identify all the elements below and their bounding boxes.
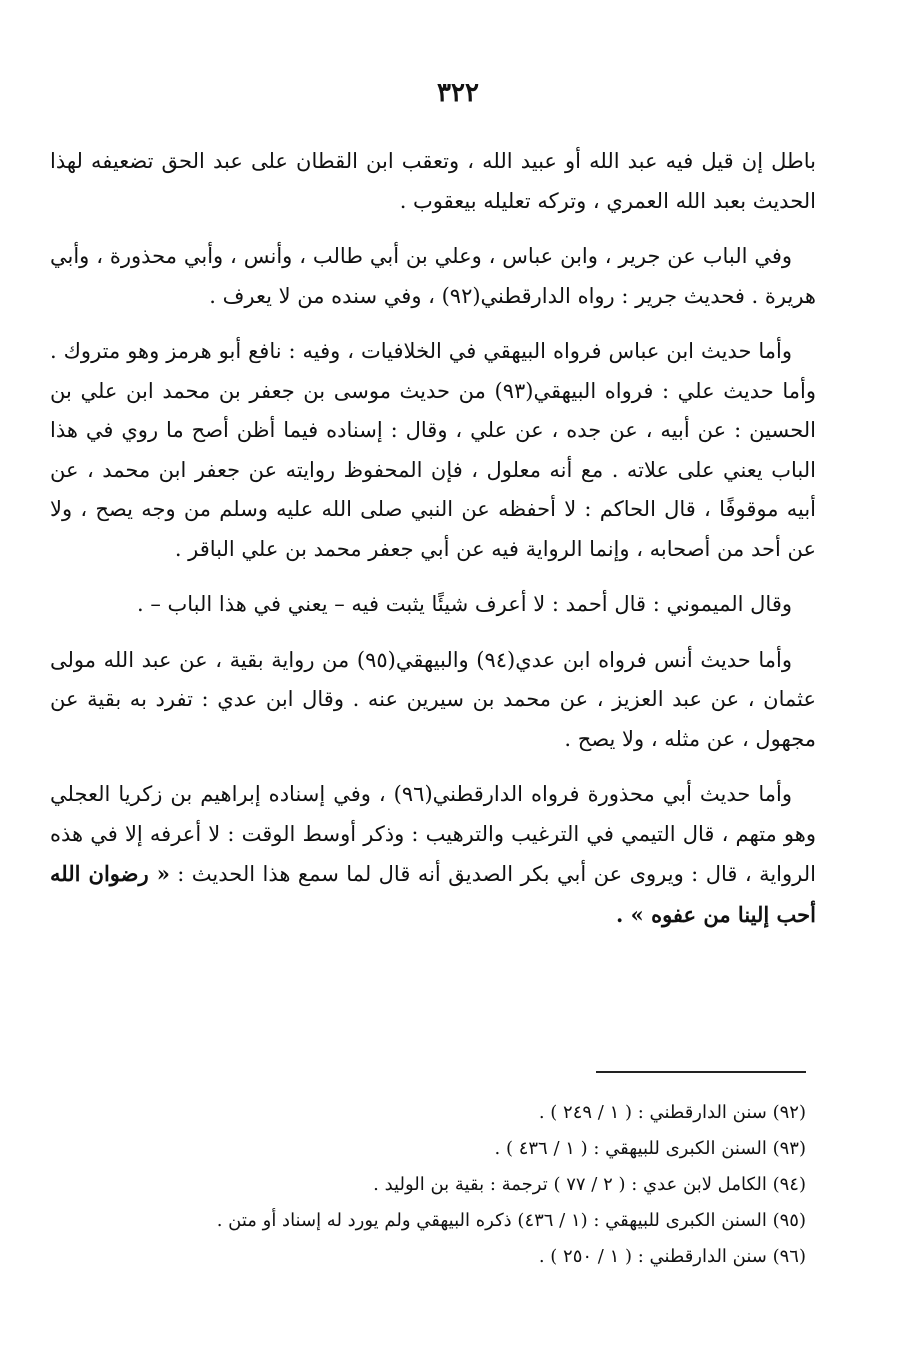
paragraph-4-text: وقال الميموني : قال أحمد : لا أعرف شيئًا يثبت فيه – يعني في هذا الباب – . [136, 592, 792, 616]
paragraph-6-text: وأما حديث أبي محذورة فرواه الدارقطني(٩٦) ، وفي إسناده إبراهيم بن زكريا العجلي وهو متهم ، قال التيمي في الترغيب والترهيب : وذكر أوسط الوقت : لا أعرفه إلا في هذه الرواية ، قال : ويروى عن أبي بكر الصديق أنه قال لما سمع هذا الحديث : [50, 782, 816, 886]
footnote-95: (٩٥) السنن الكبرى للبيهقي : (١ / ٤٣٦) ذكره البيهقي ولم يورد له إسناد أو متن . [216, 1210, 806, 1231]
paragraph-1: باطل إن قيل فيه عبد الله أو عبيد الله ، وتعقب ابن القطان على عبد الحق تضعيفه لهذا الحديث بعبد الله العمري ، وتركه تعليله بيعقوب . [50, 149, 816, 213]
main-text [50, 142, 816, 951]
footnotes [80, 1095, 806, 1275]
footnote-separator [596, 1071, 806, 1073]
paragraph-5-text: وأما حديث أنس فرواه ابن عدي(٩٤) والبيهقي(٩٥) من رواية بقية ، عن عبد الله مولى عثمان ، عن عبد العزيز ، عن محمد بن سيرين عنه . وقال ابن عدي : تفرد به بقية عن مجهول ، عن مثله ، ولا يصح . [50, 647, 816, 751]
quoted-saying: « رضوان الله أحب إلينا من عفوه » . [50, 861, 816, 927]
paragraph-3-text: وأما حديث ابن عباس فرواه البيهقي في الخلافيات ، وفيه : نافع أبو هرمز وهو متروك . وأما حديث علي : فرواه البيهقي(٩٣) من حديث موسى بن جعفر بن محمد ابن علي بن الحسين : عن أبيه ، عن جده ، عن علي ، وقال : إسناده فيما أظن أصح ما روي في هذا الباب يعني على علاته . مع أنه معلول ، فإن المحفوظ روايته عن جعفر ابن محمد ، عن أبيه موقوفًا ، قال الحاكم : لا أحفظه عن النبي صلى الله عليه وسلم من وجه يصح ، ولا عن أحد من أصحابه ، وإنما الرواية فيه عن أبي جعفر محمد بن علي الباقر . [50, 339, 816, 561]
footnote-92: (٩٢) سنن الدارقطني : ( ١ / ٢٤٩ ) . [538, 1102, 806, 1123]
footnote-96: (٩٦) سنن الدارقطني : ( ١ / ٢٥٠ ) . [538, 1246, 806, 1267]
page-number: ٣٢٢ [437, 78, 479, 108]
paragraph-5 [50, 641, 816, 760]
paragraph-2-text: وفي الباب عن جرير ، وابن عباس ، وعلي بن أبي طالب ، وأنس ، وأبي محذورة ، وأبي هريرة . فحديث جرير : رواه الدارقطني(٩٢) ، وفي سنده من لا يعرف . [50, 244, 816, 308]
footnote-94: (٩٤) الكامل لابن عدي : ( ٢ / ٧٧ ) ترجمة : بقية بن الوليد . [373, 1174, 806, 1195]
footnote-93: (٩٣) السنن الكبرى للبيهقي : ( ١ / ٤٣٦ ) . [494, 1138, 806, 1159]
paragraph-6 [50, 775, 816, 935]
paragraph-3 [50, 332, 816, 569]
paragraph-2 [50, 237, 816, 316]
paragraph-4 [50, 585, 816, 625]
